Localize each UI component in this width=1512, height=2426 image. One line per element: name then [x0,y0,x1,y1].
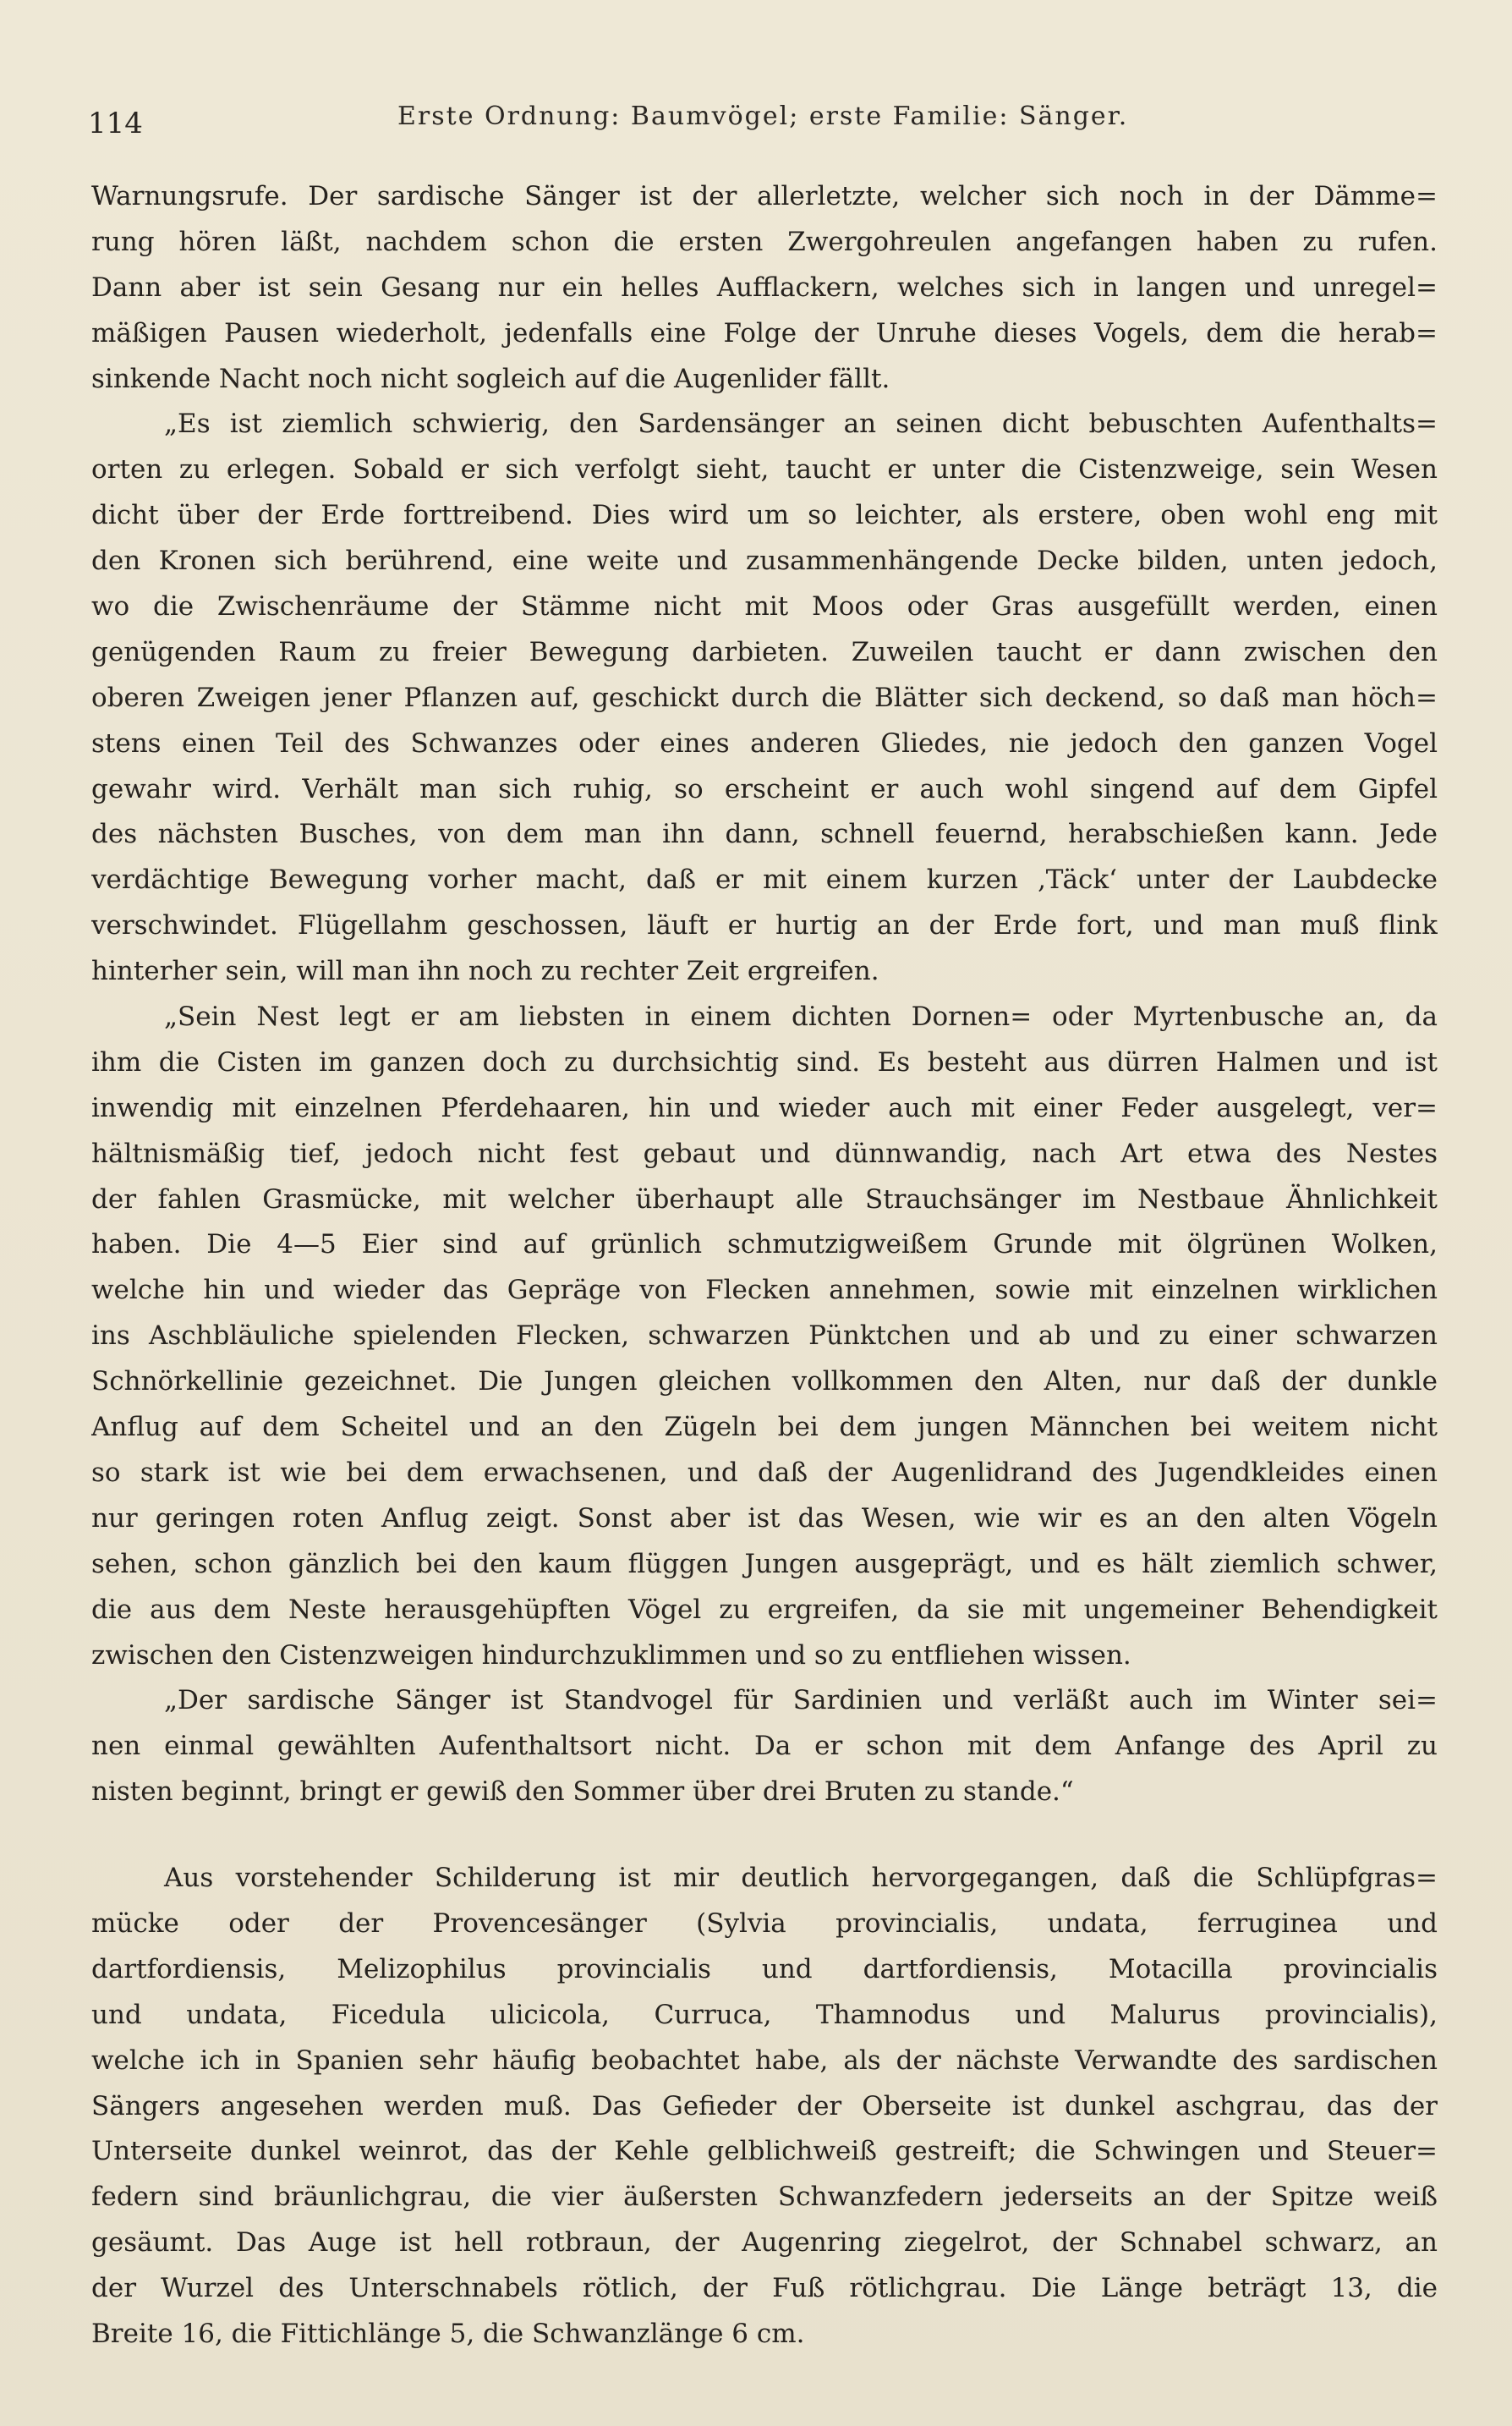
running-title: Erste Ordnung: Baumvögel; erste Familie: Sänger. [397,102,1129,131]
text-line: der fahlen Grasmücke, mit welcher überhaupt alle Strauchsänger im Nestbaue Ähnlichkeit [91,1183,1438,1215]
text-line: orten zu erlegen. Sobald er sich verfolgt sieht, taucht er unter die Cistenzweige, sein Wesen [91,454,1438,486]
paragraph [91,174,1438,402]
page-header [88,95,1433,145]
text-line: Schnörkellinie gezeichnet. Die Jungen gleichen vollkommen den Alten, nur daß der dunkle [91,1366,1438,1397]
text-line: der Wurzel des Unterschnabels rötlich, der Fuß rötlichgrau. Die Länge beträgt 13, die [91,2273,1438,2304]
text-line: Warnungsrufe. Der sardische Sänger ist der allerletzte, welcher sich noch in der Dämme= [91,181,1438,211]
text-line: oberen Zweigen jener Pflanzen auf, geschickt durch die Blätter sich deckend, so daß man höch= [91,682,1438,713]
text-line: verdächtige Bewegung vorher macht, daß er mit einem kurzen ‚Täck‘ unter der Laubdecke [91,864,1438,896]
text-line: nisten beginnt, bringt er gewiß den Sommer über drei Bruten zu stande.“ [91,1776,1074,1808]
text-line: genügenden Raum zu freier Bewegung darbieten. Zuweilen taucht er dann zwischen den [91,636,1438,667]
text-line: „Sein Nest legt er am liebsten in einem dichten Dornen= oder Myrtenbusche an, da [164,1002,1438,1033]
text-line: ihm die Cisten im ganzen doch zu durchsichtig sind. Es besteht aus dürren Halmen und ist [91,1046,1438,1078]
text-line: gewahr wird. Verhält man sich ruhig, so erscheint er auch wohl singend auf dem Gipfel [91,773,1438,804]
text-line: und undata, Ficedula ulicicola, Curruca, Thamnodus und Malurus provincialis), [91,1999,1438,2030]
text-line: dicht über der Erde forttreibend. Dies wird um so leichter, als erstere, oben wohl eng mit [91,500,1438,531]
text-line: so stark ist wie bei dem erwachsenen, und daß der Augenlidrand des Jugendkleides einen [91,1457,1438,1488]
text-line: Dann aber ist sein Gesang nur ein helles Aufflackern, welches sich in langen und unregel= [91,272,1438,303]
text-line: ins Aschbläuliche spielenden Flecken, schwarzen Pünktchen und ab und zu einer schwarzen [91,1320,1438,1352]
paragraph [91,1678,1438,1815]
page-number: 114 [88,107,143,140]
text-line: nen einmal gewählten Aufenthaltsort nicht. Da er schon mit dem Anfange des April zu [91,1731,1438,1762]
text-line: federn sind bräunlichgrau, die vier äußersten Schwanzfedern jederseits an der Spitze weiß [91,2182,1438,2213]
text-line: stens einen Teil des Schwanzes oder eines anderen Gliedes, nie jedoch den ganzen Vogel [91,727,1438,759]
text-line: „Der sardische Sänger ist Standvogel für Sardinien und verläßt auch im Winter sei= [164,1685,1438,1716]
text-line: haben. Die 4—5 Eier sind auf grünlich schmutzigweißem Grunde mit ölgrünen Wolken, [91,1229,1438,1260]
text-line: welche ich in Spanien sehr häufig beobachtet habe, als der nächste Verwandte des sardischen [91,2045,1438,2076]
text-line: zwischen den Cistenzweigen hindurchzuklimmen und so zu entfliehen wissen. [91,1639,1131,1671]
paragraph [91,995,1438,1678]
text-line: Breite 16, die Fittichlänge 5, die Schwanzlänge 6 cm. [91,2318,805,2349]
text-line: rung hören läßt, nachdem schon die ersten Zwergohreulen angefangen haben zu rufen. [91,226,1438,257]
text-line: dartfordiensis, Melizophilus provincialis und dartfordiensis, Motacilla provincialis [91,1953,1438,1984]
text-line: die aus dem Neste herausgehüpften Vögel zu ergreifen, da sie mit ungemeiner Behendigkeit [91,1594,1438,1625]
text-line: Unterseite dunkel weinrot, das der Kehle gelblichweiß gestreift; die Schwingen und Steuer= [91,2136,1438,2167]
paragraph [91,402,1438,995]
text-line: hältnismäßig tief, jedoch nicht fest gebaut und dünnwandig, nach Art etwa des Nestes [91,1138,1438,1169]
text-line: welche hin und wieder das Gepräge von Flecken annehmen, sowie mit einzelnen wirklichen [91,1275,1438,1306]
text-line: nur geringen roten Anflug zeigt. Sonst aber ist das Wesen, wie wir es an den alten Vögeln [91,1502,1438,1534]
paragraph-gap [91,1815,1438,1856]
text-line: inwendig mit einzelnen Pferdehaaren, hin und wieder auch mit einer Feder ausgelegt, ver= [91,1092,1438,1123]
text-line: sehen, schon gänzlich bei den kaum flüggen Jungen ausgeprägt, und es hält ziemlich schwer, [91,1548,1438,1579]
text-line: Anflug auf dem Scheitel und an den Zügeln bei dem jungen Männchen bei weitem nicht [91,1412,1438,1443]
body-text [91,174,1438,2357]
text-line: sinkende Nacht noch nicht sogleich auf die Augenlider fällt. [91,363,890,394]
text-line: mäßigen Pausen wiederholt, jedenfalls eine Folge der Unruhe dieses Vogels, dem die herab= [91,317,1438,349]
text-line: „Es ist ziemlich schwierig, den Sardensänger an seinen dicht bebuschten Aufenthalts= [164,409,1438,440]
text-line: den Kronen sich berührend, eine weite und zusammenhängende Decke bilden, unten jedoch, [91,546,1438,577]
text-line: hinterher sein, will man ihn noch zu rechter Zeit ergreifen. [91,956,879,987]
text-line: mücke oder der Provencesänger (Sylvia provincialis, undata, ferruginea und [91,1907,1438,1939]
text-line: wo die Zwischenräume der Stämme nicht mit Moos oder Gras ausgefüllt werden, einen [91,591,1438,623]
text-line: gesäumt. Das Auge ist hell rotbraun, der Augenring ziegelrot, der Schnabel schwarz, an [91,2227,1438,2259]
text-line: Sängers angesehen werden muß. Das Gefieder der Oberseite ist dunkel aschgrau, das der [91,2090,1438,2121]
text-line: des nächsten Busches, von dem man ihn dann, schnell feuernd, herabschießen kann. Jede [91,819,1438,850]
paragraph [91,1856,1438,2357]
text-line: verschwindet. Flügellahm geschossen, läuft er hurtig an der Erde fort, und man muß flink [91,910,1438,941]
text-line: Aus vorstehender Schilderung ist mir deutlich hervorgegangen, daß die Schlüpfgras= [164,1863,1438,1894]
